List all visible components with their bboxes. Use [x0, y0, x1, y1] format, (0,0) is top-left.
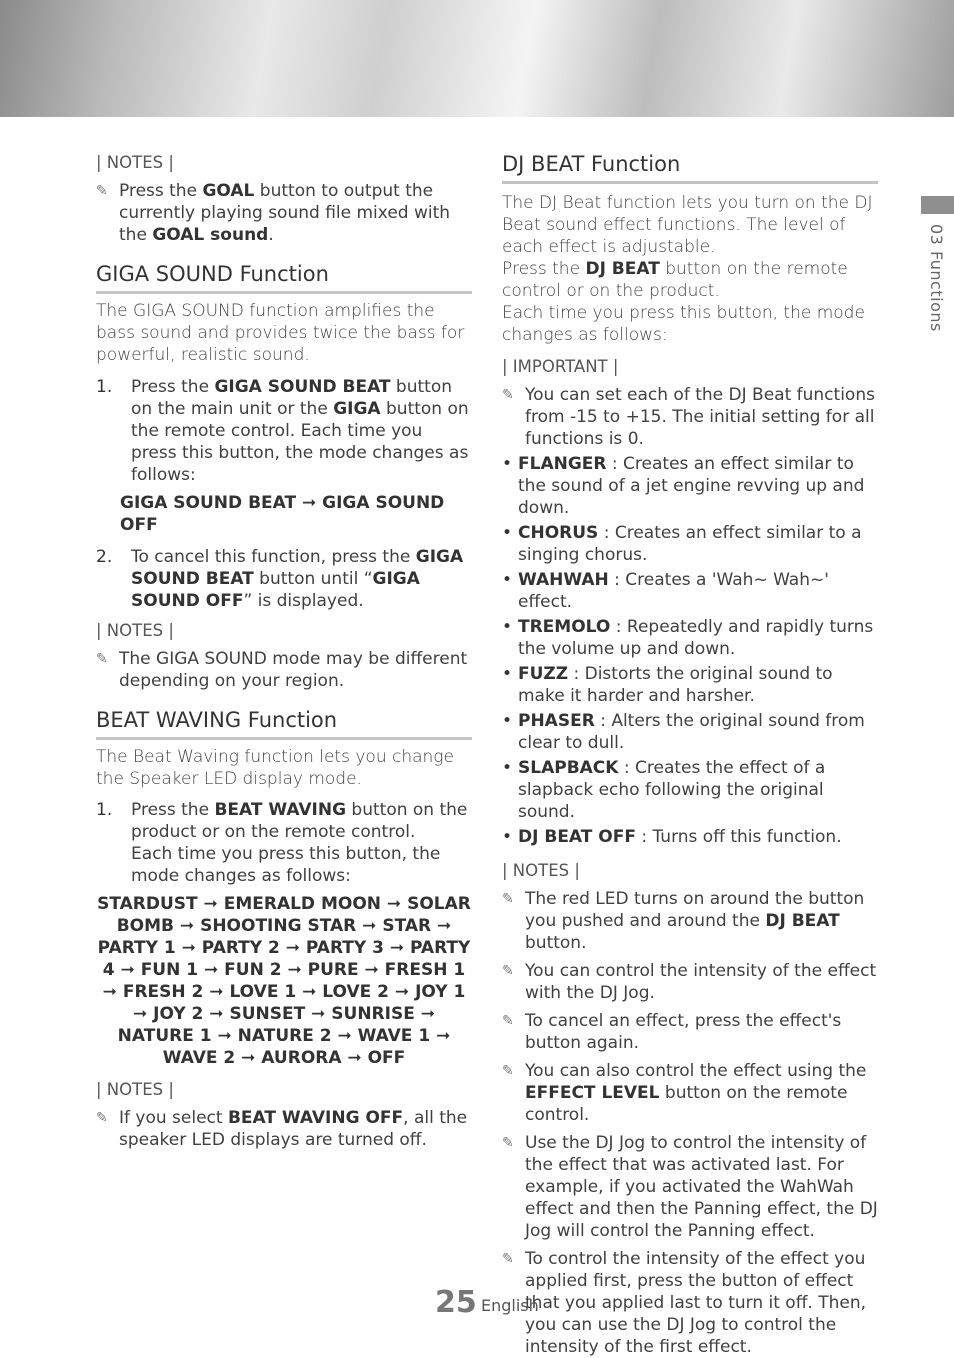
- dj-mode-change: Each time you press this button, the mode changes as follows:: [502, 303, 865, 345]
- pencil-icon: ✎: [96, 183, 108, 199]
- pencil-icon: ✎: [96, 651, 108, 667]
- giga-mode-sequence: GIGA SOUND BEAT ➞ GIGA SOUND OFF: [120, 493, 445, 535]
- pencil-icon: ✎: [502, 1013, 514, 1029]
- list-item: • TREMOLO : Repeatedly and rapidly turns the volume up and down.: [502, 617, 874, 659]
- note-effect-level: ✎ You can also control the effect using the EFFECT LEVEL button on the remote control.: [502, 1061, 867, 1125]
- note-goal: ✎ Press the GOAL button to output the currently playing sound file mixed with the GOAL sound.: [96, 181, 451, 245]
- notes-label: | NOTES |: [96, 621, 174, 640]
- page-number: 25: [435, 1285, 477, 1320]
- notes-label: | NOTES |: [96, 153, 174, 172]
- pencil-icon: ✎: [502, 963, 514, 979]
- note-first-effect: ✎ To control the intensity of the effect you applied first, press the button of effect that you applied last to turn it off. Then, you can use the DJ Jog to control the intensity of the first effect.: [502, 1249, 867, 1357]
- notes-label: | NOTES |: [502, 861, 580, 880]
- beat-description: The Beat Waving function lets you change the Speaker LED display mode.: [96, 747, 454, 789]
- note-beat-waving-off: ✎ If you select BEAT WAVING OFF, all the speaker LED displays are turned off.: [96, 1108, 468, 1150]
- dj-description: The DJ Beat function lets you turn on the DJ Beat sound effect functions. The level of each effect is adjustable.: [502, 193, 873, 257]
- list-item: • DJ BEAT OFF : Turns off this function.: [502, 827, 842, 847]
- list-item: • PHASER : Alters the original sound from clear to dull.: [502, 711, 865, 753]
- list-item: • FUZZ : Distorts the original sound to make it harder and harsher.: [502, 664, 833, 706]
- note-dj-jog: ✎ You can control the intensity of the effect with the DJ Jog.: [502, 961, 877, 1003]
- important-note: ✎ You can set each of the DJ Beat functions from -15 to +15. The initial setting for all functions is 0.: [502, 385, 875, 449]
- pencil-icon: ✎: [96, 1110, 108, 1126]
- important-label: | IMPORTANT |: [502, 357, 619, 376]
- right-column: [502, 150, 878, 1358]
- giga-description: The GIGA SOUND function amplifies the bass sound and provides twice the bass for powerful, realistic sound.: [96, 301, 465, 365]
- pencil-icon: ✎: [502, 891, 514, 907]
- footer-language: English: [481, 1296, 539, 1315]
- section-title-beat-waving: BEAT WAVING Function: [96, 706, 472, 740]
- left-column: [96, 150, 472, 1151]
- dj-press-instructions: Press the DJ BEAT button on the remote control or on the product.: [502, 259, 848, 301]
- notes-label: | NOTES |: [96, 1080, 174, 1099]
- section-title-giga-sound: GIGA SOUND Function: [96, 260, 472, 294]
- pencil-icon: ✎: [502, 1135, 514, 1151]
- section-title-dj-beat: DJ BEAT Function: [502, 150, 878, 184]
- list-item: • CHORUS : Creates an effect similar to a singing chorus.: [502, 523, 862, 565]
- list-item: • WAHWAH : Creates a 'Wah~ Wah~' effect.: [502, 570, 829, 612]
- note-last-effect: ✎ Use the DJ Jog to control the intensity of the effect that was activated last. For example, if you activated the WahWah effect and then the Panning effect, the DJ Jog will control the Panning effect.: [502, 1133, 878, 1241]
- note-cancel-effect: ✎ To cancel an effect, press the effect's button again.: [502, 1011, 842, 1053]
- side-tab-marker: [921, 196, 954, 214]
- pencil-icon: ✎: [502, 387, 514, 403]
- effects-list: [502, 453, 878, 848]
- giga-step-2: 2. To cancel this function, press the GIGA SOUND BEAT button until “GIGA SOUND OFF” is displayed.: [96, 547, 464, 611]
- beat-mode-sequence: STARDUST ➞ EMERALD MOON ➞ SOLAR BOMB ➞ SHOOTING STAR ➞ STAR ➞ PARTY 1 ➞ PARTY 2 ➞ PARTY 3 ➞ PARTY 4 ➞ FUN 1 ➞ FUN 2 ➞ PURE ➞ FRESH 1 ➞ FRESH 2 ➞ LOVE 1 ➞ LOVE 2 ➞ JOY 1 ➞ JOY 2 ➞ SUNSET ➞ SUNRISE ➞ NATURE 1 ➞ NATURE 2 ➞ WAVE 1 ➞ WAVE 2 ➞ AURORA ➞ OFF: [97, 894, 471, 1068]
- list-item: • SLAPBACK : Creates the effect of a slapback echo following the original sound.: [502, 758, 826, 822]
- pencil-icon: ✎: [502, 1063, 514, 1079]
- pencil-icon: ✎: [502, 1251, 514, 1267]
- giga-step-1: 1. Press the GIGA SOUND BEAT button on the main unit or the GIGA button on the remote control. Each time you press this button, the mode changes as follows:: [96, 377, 469, 485]
- side-tab-label: 03 Functions: [927, 224, 946, 332]
- note-red-led: ✎ The red LED turns on around the button you pushed and around the DJ BEAT button.: [502, 889, 865, 953]
- beat-step-1: 1. Press the BEAT WAVING button on the product or on the remote control. Each time you press this button, the mode changes as follows:: [96, 800, 468, 886]
- note-giga-region: ✎ The GIGA SOUND mode may be different depending on your region.: [96, 649, 468, 691]
- list-item: • FLANGER : Creates an effect similar to the sound of a jet engine revving up and down.: [502, 454, 865, 518]
- header-banner: [0, 0, 954, 117]
